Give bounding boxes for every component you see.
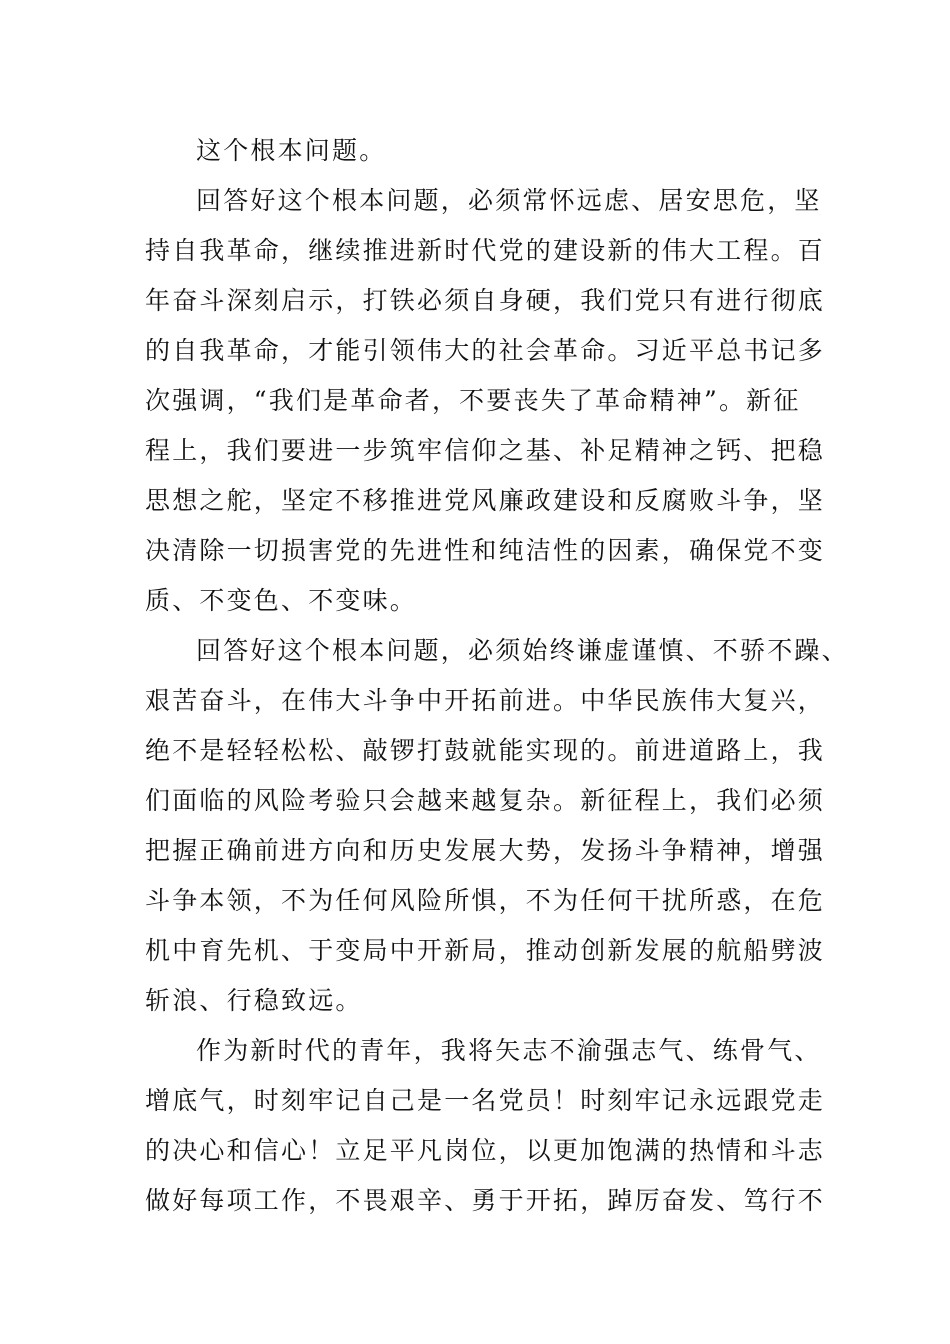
text-line: 斩浪、行稳致远。 [145,986,363,1015]
text-line: 年奋斗深刻启示，打铁必须自身硬，我们党只有进行彻底 [145,286,826,315]
text-line: 的自我革命，才能引领伟大的社会革命。习近平总书记多 [145,336,826,365]
text-line: 质、不变色、不变味。 [145,586,418,615]
text-line: 做好每项工作，不畏艰辛、勇于开拓，踔厉奋发、笃行不 [145,1186,826,1215]
text-line: 作为新时代的青年，我将矢志不渝强志气、练骨气、 [196,1036,822,1065]
text-line: 艰苦奋斗，在伟大斗争中开拓前进。中华民族伟大复兴， [145,686,826,715]
text-line: 斗争本领，不为任何风险所惧，不为任何干扰所惑，在危 [145,886,826,915]
text-line: 的决心和信心！立足平凡岗位，以更加饱满的热情和斗志 [145,1136,826,1165]
text-line: 次强调，“我们是革命者，不要丧失了革命精神”。新征 [145,386,801,415]
text-line: 把握正确前进方向和历史发展大势，发扬斗争精神，增强 [145,836,826,865]
text-line: 程上，我们要进一步筑牢信仰之基、补足精神之钙、把稳 [145,436,826,465]
text-line: 回答好这个根本问题，必须始终谦虚谨慎、不骄不躁、 [196,636,849,665]
text-line: 这个根本问题。 [196,136,387,165]
text-line: 绝不是轻轻松松、敲锣打鼓就能实现的。前进道路上，我 [145,736,826,765]
text-line: 决清除一切损害党的先进性和纯洁性的因素，确保党不变 [145,536,826,565]
text-line: 们面临的风险考验只会越来越复杂。新征程上，我们必须 [145,786,826,815]
text-line: 回答好这个根本问题，必须常怀远虑、居安思危，坚 [196,186,822,215]
text-line: 增底气，时刻牢记自己是一名党员！时刻牢记永远跟党走 [145,1086,826,1115]
text-line: 机中育先机、于变局中开新局，推动创新发展的航船劈波 [145,936,826,965]
text-line: 持自我革命，继续推进新时代党的建设新的伟大工程。百 [145,236,826,265]
text-line: 思想之舵，坚定不移推进党风廉政建设和反腐败斗争，坚 [145,486,826,515]
